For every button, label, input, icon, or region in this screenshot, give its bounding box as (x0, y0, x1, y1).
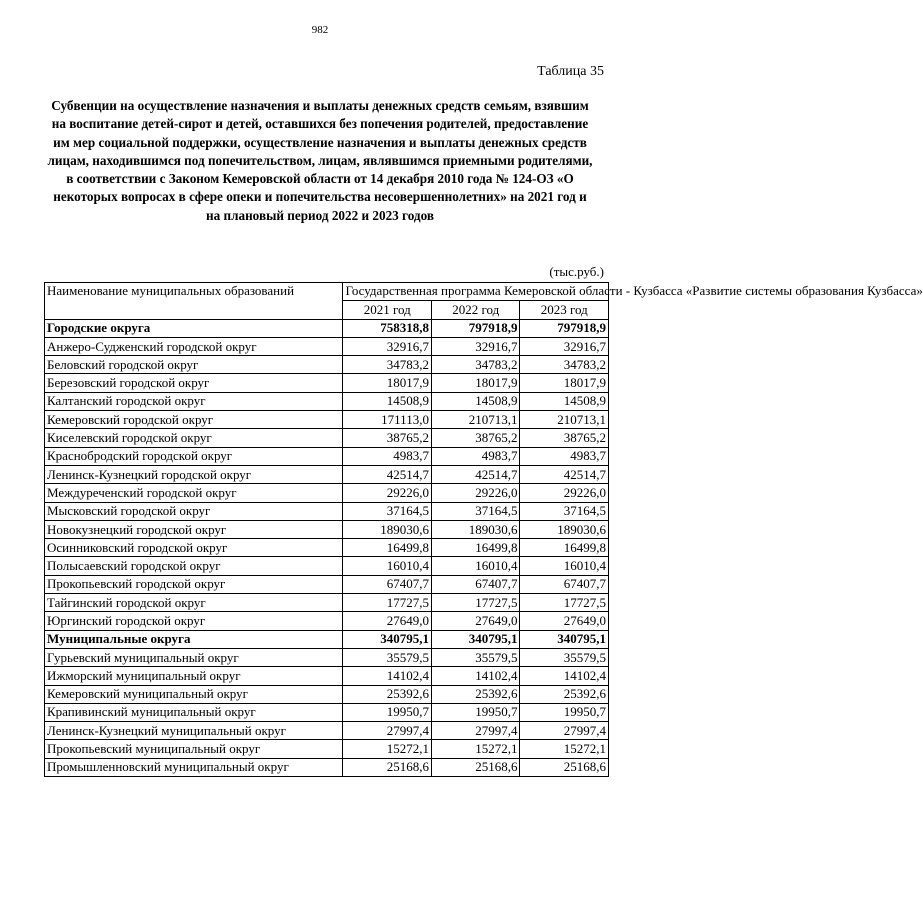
row-name-cell: Междуреченский городской округ (45, 484, 343, 502)
value-2022-cell: 67407,7 (431, 575, 520, 593)
value-2023-cell: 25168,6 (520, 758, 609, 776)
subsidy-table (44, 282, 923, 777)
value-2022-cell: 17727,5 (431, 594, 520, 612)
row-name-cell: Мысковский городской округ (45, 502, 343, 520)
value-2022-cell: 42514,7 (431, 465, 520, 483)
table-body (45, 319, 609, 776)
value-2023-cell: 27649,0 (520, 612, 609, 630)
value-2023-cell: 67407,7 (520, 575, 609, 593)
table-row (45, 465, 609, 483)
value-2022-cell: 25392,6 (431, 685, 520, 703)
table-row (45, 356, 609, 374)
value-2021-cell: 171113,0 (343, 411, 432, 429)
value-2023-cell: 797918,9 (520, 319, 609, 337)
value-2021-cell: 14508,9 (343, 392, 432, 410)
page-number: 982 (311, 24, 329, 36)
year-header-2021: 2021 год (343, 301, 432, 319)
value-2023-cell: 16010,4 (520, 557, 609, 575)
value-2021-cell: 189030,6 (343, 520, 432, 538)
value-2022-cell: 210713,1 (431, 411, 520, 429)
value-2021-cell: 16010,4 (343, 557, 432, 575)
table-row (45, 648, 609, 666)
value-2022-cell: 340795,1 (431, 630, 520, 648)
row-name-cell: Крапивинский муниципальный округ (45, 703, 343, 721)
value-2023-cell: 18017,9 (520, 374, 609, 392)
value-2022-cell: 4983,7 (431, 447, 520, 465)
value-2023-cell: 14102,4 (520, 667, 609, 685)
value-2023-cell: 29226,0 (520, 484, 609, 502)
row-name-cell: Прокопьевский городской округ (45, 575, 343, 593)
units-label: (тыс.руб.) (549, 264, 604, 279)
value-2023-cell: 189030,6 (520, 520, 609, 538)
row-name-cell: Ленинск-Кузнецкий муниципальный округ (45, 722, 343, 740)
value-2023-cell: 34783,2 (520, 356, 609, 374)
table-row (45, 447, 609, 465)
value-2023-cell: 17727,5 (520, 594, 609, 612)
value-2021-cell: 16499,8 (343, 539, 432, 557)
row-name-cell: Юргинский городской округ (45, 612, 343, 630)
table-group-row (45, 319, 609, 337)
row-name-cell: Гурьевский муниципальный округ (45, 648, 343, 666)
value-2022-cell: 797918,9 (431, 319, 520, 337)
value-2023-cell: 19950,7 (520, 703, 609, 721)
value-2021-cell: 19950,7 (343, 703, 432, 721)
value-2022-cell: 189030,6 (431, 520, 520, 538)
table-group-row (45, 630, 609, 648)
value-2021-cell: 27997,4 (343, 722, 432, 740)
value-2021-cell: 18017,9 (343, 374, 432, 392)
row-name-cell: Муниципальные округа (45, 630, 343, 648)
document-title: Субвенции на осуществление назначения и выплаты денежных средств семьям, взявшим на воспитание детей-сирот и детей, оставшихся без попечения родителей, предоставление им мер социальной поддержки, осуществление назначения и выплаты денежных средств лицам, находившимся под попечительством, лицам, являвшимся приемными родителями, в соответствии с Законом Кемеровской области от 14 декабря 2010 года № 124-ОЗ «О некоторых вопросах в сфере опеки и попечительства несовершеннолетних» на 2021 год и на плановый период 2022 и 2023 годов (47, 98, 593, 223)
value-2023-cell: 35579,5 (520, 648, 609, 666)
row-name-cell: Киселевский городской округ (45, 429, 343, 447)
value-2022-cell: 16499,8 (431, 539, 520, 557)
value-2022-cell: 14508,9 (431, 392, 520, 410)
table-row (45, 502, 609, 520)
row-name-cell: Городские округа (45, 319, 343, 337)
value-2023-cell: 16499,8 (520, 539, 609, 557)
value-2021-cell: 4983,7 (343, 447, 432, 465)
row-name-cell: Новокузнецкий городской округ (45, 520, 343, 538)
row-name-cell: Беловский городской округ (45, 356, 343, 374)
table-row (45, 520, 609, 538)
table-row (45, 703, 609, 721)
value-2021-cell: 340795,1 (343, 630, 432, 648)
name-column-header: Наименование муниципальных образований (45, 283, 343, 320)
row-name-cell: Березовский городской округ (45, 374, 343, 392)
table-row (45, 429, 609, 447)
value-2023-cell: 32916,7 (520, 337, 609, 355)
table-row (45, 374, 609, 392)
value-2022-cell: 27997,4 (431, 722, 520, 740)
value-2021-cell: 38765,2 (343, 429, 432, 447)
table-row (45, 722, 609, 740)
value-2023-cell: 37164,5 (520, 502, 609, 520)
value-2022-cell: 19950,7 (431, 703, 520, 721)
value-2023-cell: 25392,6 (520, 685, 609, 703)
table-row (45, 484, 609, 502)
value-2022-cell: 18017,9 (431, 374, 520, 392)
table-row (45, 612, 609, 630)
value-2022-cell: 14102,4 (431, 667, 520, 685)
value-2022-cell: 37164,5 (431, 502, 520, 520)
row-name-cell: Прокопьевский муниципальный округ (45, 740, 343, 758)
value-2022-cell: 38765,2 (431, 429, 520, 447)
value-2021-cell: 27649,0 (343, 612, 432, 630)
value-2022-cell: 15272,1 (431, 740, 520, 758)
value-2022-cell: 25168,6 (431, 758, 520, 776)
row-name-cell: Калтанский городской округ (45, 392, 343, 410)
value-2021-cell: 67407,7 (343, 575, 432, 593)
value-2023-cell: 15272,1 (520, 740, 609, 758)
value-2022-cell: 16010,4 (431, 557, 520, 575)
table-row (45, 594, 609, 612)
table-header (45, 283, 923, 320)
value-2021-cell: 758318,8 (343, 319, 432, 337)
value-2021-cell: 17727,5 (343, 594, 432, 612)
value-2023-cell: 340795,1 (520, 630, 609, 648)
row-name-cell: Ижморский муниципальный округ (45, 667, 343, 685)
row-name-cell: Кемеровский городской округ (45, 411, 343, 429)
value-2022-cell: 35579,5 (431, 648, 520, 666)
value-2021-cell: 35579,5 (343, 648, 432, 666)
value-2023-cell: 38765,2 (520, 429, 609, 447)
table-row (45, 575, 609, 593)
value-2021-cell: 32916,7 (343, 337, 432, 355)
row-name-cell: Тайгинский городской округ (45, 594, 343, 612)
row-name-cell: Осинниковский городской округ (45, 539, 343, 557)
table-row (45, 740, 609, 758)
value-2021-cell: 14102,4 (343, 667, 432, 685)
value-2022-cell: 34783,2 (431, 356, 520, 374)
table-label: Таблица 35 (537, 64, 604, 79)
table-row (45, 392, 609, 410)
program-column-header: Государственная программа Кемеровской области - Кузбасса «Развитие системы образования Кузбасса» (343, 283, 609, 301)
value-2021-cell: 25392,6 (343, 685, 432, 703)
value-2022-cell: 32916,7 (431, 337, 520, 355)
row-name-cell: Промышленновский муниципальный округ (45, 758, 343, 776)
year-header-2023: 2023 год (520, 301, 609, 319)
value-2021-cell: 29226,0 (343, 484, 432, 502)
row-name-cell: Кемеровский муниципальный округ (45, 685, 343, 703)
table-row (45, 685, 609, 703)
value-2022-cell: 27649,0 (431, 612, 520, 630)
value-2023-cell: 4983,7 (520, 447, 609, 465)
row-name-cell: Краснобродский городской округ (45, 447, 343, 465)
value-2023-cell: 27997,4 (520, 722, 609, 740)
row-name-cell: Анжеро-Судженский городской округ (45, 337, 343, 355)
table-row (45, 411, 609, 429)
value-2023-cell: 42514,7 (520, 465, 609, 483)
table-row (45, 539, 609, 557)
row-name-cell: Полысаевский городской округ (45, 557, 343, 575)
table-row (45, 667, 609, 685)
year-header-2022: 2022 год (431, 301, 520, 319)
value-2021-cell: 42514,7 (343, 465, 432, 483)
value-2023-cell: 210713,1 (520, 411, 609, 429)
table-row (45, 337, 609, 355)
value-2021-cell: 34783,2 (343, 356, 432, 374)
value-2021-cell: 25168,6 (343, 758, 432, 776)
value-2021-cell: 15272,1 (343, 740, 432, 758)
table-row (45, 557, 609, 575)
value-2021-cell: 37164,5 (343, 502, 432, 520)
table-row (45, 758, 609, 776)
value-2023-cell: 14508,9 (520, 392, 609, 410)
row-name-cell: Ленинск-Кузнецкий городской округ (45, 465, 343, 483)
value-2022-cell: 29226,0 (431, 484, 520, 502)
